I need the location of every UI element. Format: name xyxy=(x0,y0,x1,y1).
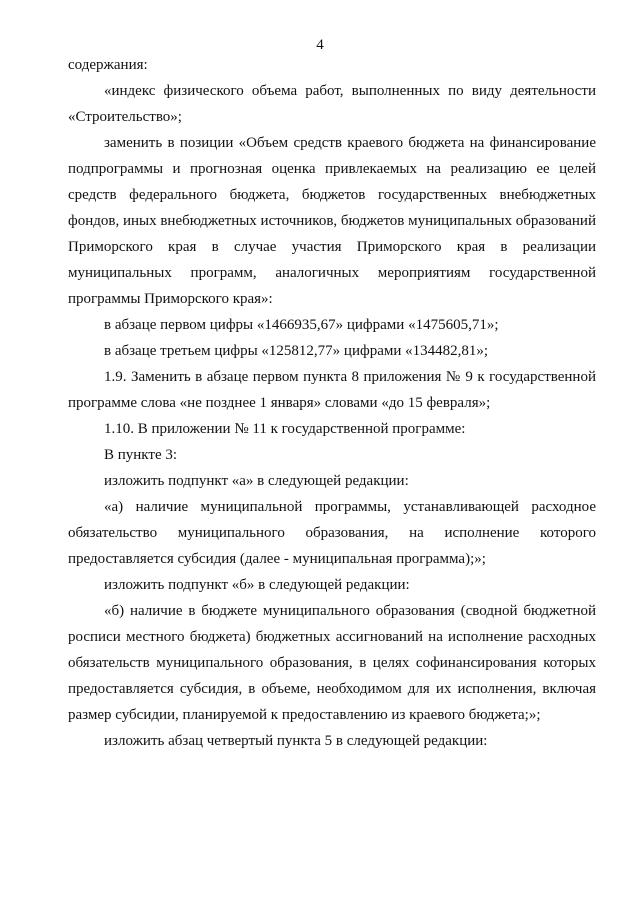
paragraph-2: «индекс физического объема работ, выполненных по виду деятельности «Строительство»; xyxy=(68,83,596,125)
paragraph-10: «а) наличие муниципальной программы, устанавливающей расходное обязательство муниципального образования, на исполнение которого предоставляется субсидия (далее - муниципальная программа);»; xyxy=(68,499,596,567)
paragraph-4: в абзаце первом цифры «1466935,67» цифрами «1475605,71»; xyxy=(104,317,499,333)
paragraph-8: В пункте 3: xyxy=(104,447,178,463)
paragraph-6: 1.9. Заменить в абзаце первом пункта 8 приложения № 9 к государственной программе слова «не позднее 1 января» словами «до 15 февраля»; xyxy=(68,369,596,411)
paragraph-3: заменить в позиции «Объем средств краевого бюджета на финансирование подпрограммы и прогнозная оценка привлекаемых на реализацию ее целей средств федерального бюджета, бюджетов государственных внебюджетных фондов, иных внебюджетных источников, бюджетов муниципальных образований Приморского края в случае участия Приморского края в реализации муниципальных программ, аналогичных мероприятиям государственной программы Приморского края»: xyxy=(68,135,596,307)
paragraph-9: изложить подпункт «а» в следующей редакции: xyxy=(104,473,409,489)
page-number: 4 xyxy=(316,37,324,53)
paragraph-11: изложить подпункт «б» в следующей редакции: xyxy=(104,577,410,593)
paragraph-1: содержания: xyxy=(68,57,148,73)
paragraph-7: 1.10. В приложении № 11 к государственной программе: xyxy=(104,421,466,437)
paragraph-13: изложить абзац четвертый пункта 5 в следующей редакции: xyxy=(104,733,488,749)
paragraph-5: в абзаце третьем цифры «125812,77» цифрами «134482,81»; xyxy=(104,343,489,359)
paragraph-12: «б) наличие в бюджете муниципального образования (сводной бюджетной росписи местного бюджета) бюджетных ассигнований на исполнение расходных обязательств муниципального образования, в целях софинансирования которых предоставляется субсидия, в объеме, необходимом для их исполнения, включая размер субсидии, планируемой к предоставлению из краевого бюджета;»; xyxy=(68,603,596,723)
document-body xyxy=(68,52,596,754)
